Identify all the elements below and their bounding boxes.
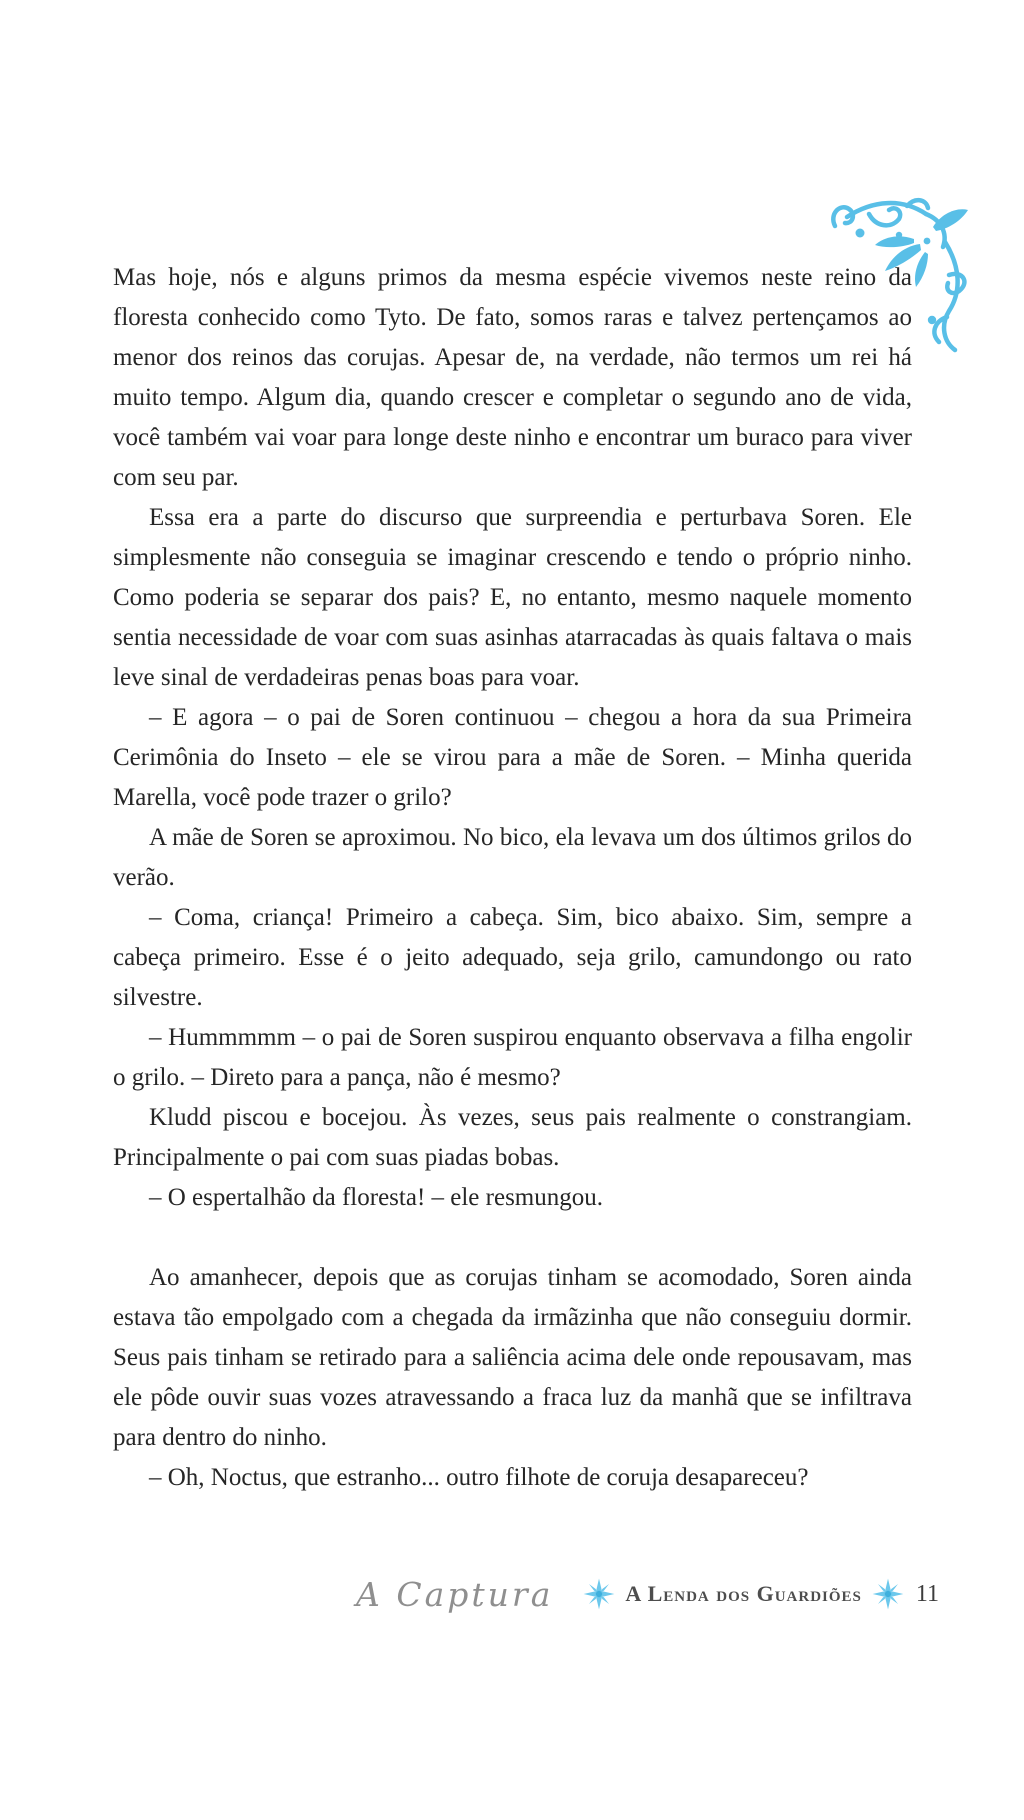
paragraph: Ao amanhecer, depois que as corujas tinham se acomodado, Soren ainda estava tão empolgado com a chegada da irmãzinha que não conseguiu dormir. Seus pais tinham se retirado para a saliência acima dele onde repousavam, mas ele pôde ouvir suas vozes atravessando a fraca luz da manhã que se infiltrava para dentro do ninho. <box>113 1264 912 1451</box>
series-title: A Lenda dos Guardiões <box>625 1581 862 1606</box>
snowflake-ornament-icon <box>872 1578 904 1610</box>
paragraph: A mãe de Soren se aproximou. No bico, ela levava um dos últimos grilos do verão. <box>113 824 912 891</box>
paragraph: – E agora – o pai de Soren continuou – chegou a hora da sua Primeira Cerimônia do Inseto – ele se virou para a mãe de Soren. – Minha querida Marella, você pode trazer o grilo? <box>113 704 912 811</box>
paragraph: – Oh, Noctus, que estranho... outro filhote de coruja desapareceu? <box>149 1464 809 1491</box>
snowflake-ornament-icon <box>583 1578 615 1610</box>
paragraph: – Hummmmm – o pai de Soren suspirou enquanto observava a filha engolir o grilo. – Direto para a pança, não é mesmo? <box>113 1024 912 1091</box>
paragraph: Essa era a parte do discurso que surpreendia e perturbava Soren. Ele simplesmente não conseguia se imaginar crescendo e tendo o próprio ninho. Como poderia se separar dos pais? E, no entanto, mesmo naquele momento sentia necessidade de voar com suas asinhas atarracadas às quais faltava o mais leve sinal de verdadeiras penas boas para voar. <box>113 504 912 691</box>
book-title: A Captura <box>356 1574 554 1614</box>
paragraph: – O espertalhão da floresta! – ele resmungou. <box>149 1184 604 1211</box>
paragraph: Kludd piscou e bocejou. Às vezes, seus pais realmente o constrangiam. Principalmente o pai com suas piadas bobas. <box>113 1104 912 1171</box>
page-number: 11 <box>915 1580 939 1607</box>
paragraph: – Coma, criança! Primeiro a cabeça. Sim, bico abaixo. Sim, sempre a cabeça primeiro. Esse é o jeito adequado, seja grilo, camundongo ou rato silvestre. <box>113 904 912 1011</box>
page-footer <box>113 1566 939 1622</box>
page-text <box>113 258 912 1498</box>
paragraph: Mas hoje, nós e alguns primos da mesma espécie vivemos neste reino da floresta conhecido como Tyto. De fato, somos raras e talvez pertençamos ao menor dos reinos das corujas. Apesar de, na verdade, não termos um rei há muito tempo. Algum dia, quando crescer e completar o segundo ano de vida, você também vai voar para longe deste ninho e encontrar um buraco para viver com seu par. <box>113 264 912 491</box>
